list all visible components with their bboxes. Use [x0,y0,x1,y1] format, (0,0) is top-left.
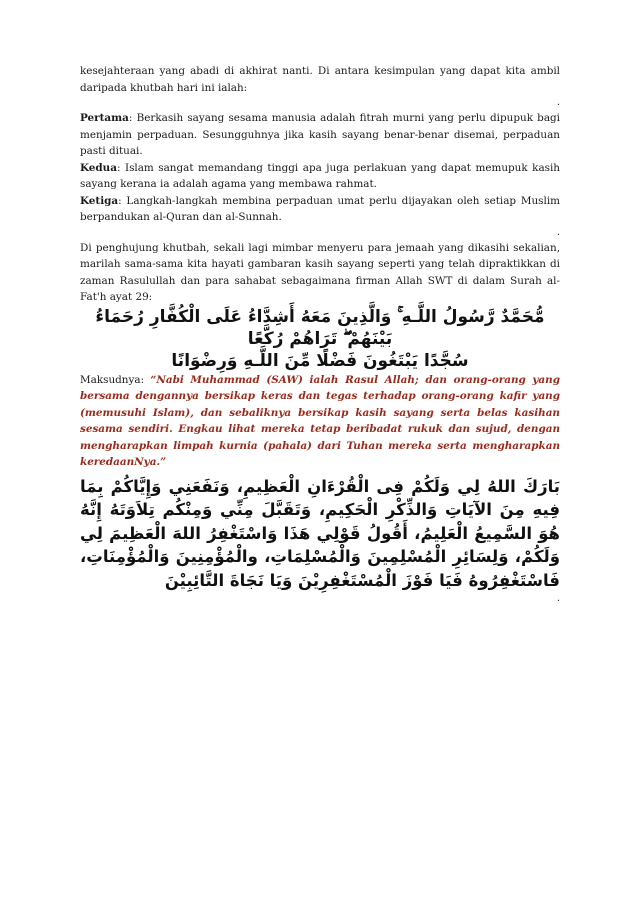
separator-dot: . [556,97,560,108]
separator-dot: . [556,593,560,604]
separator-dot: . [556,226,560,238]
point-2 [80,160,560,193]
quran-verse [80,306,560,372]
point-label: Kedua [80,161,117,174]
point-text: : Islam sangat memandang tinggi apa juga perlakuan yang dapat memupuk kasih sayang kerana ia adalah agama yang membawa rahmat. [80,161,560,190]
translation-lead: Maksudnya: [80,373,151,386]
point-3 [80,193,560,226]
translation-quote: “Nabi Muhammad (SAW) ialah Rasul Allah; dan orang-orang yang bersama dengannya bersikap keras dan tegas terhadap orang-orang kafir yang (memusuhi Islam), dan sebaliknya bersikap kasih sayang serta belas kasihan sesama sendiri. Engkau lihat mereka tetap beribadat rukuk dan sujud, dengan mengharapkan limpah kurnia (pahala) dari Tuhan mereka serta mengharapkan keredaanNya.” [80,373,560,468]
point-text: : Berkasih sayang sesama manusia adalah fitrah murni yang perlu dipupuk bagi menjamin perpaduan. Sesungguhnya jika kasih sayang benar-benar disemai, perpaduan pasti dituai. [80,112,560,157]
khutbah-content [80,63,560,606]
point-label: Pertama [80,112,129,124]
verse-line-1: مُّحَمَّدٌ رَّسُولُ اللَّـهِ ۚ وَالَّذِينَ مَعَهُ أَشِدَّاءُ عَلَى الْكُفَّارِ رُحَمَاءُ بَيْنَهُمْ ۖ تَرَاهُمْ رُكَّعًا [95,306,545,349]
point-text: : Langkah-langkah membina perpaduan umat perlu dijayakan oleh setiap Muslim berpandukan al-Quran dan al-Sunnah. [80,194,560,223]
verse-line-2: سُجَّدًا يَبْتَغُونَ فَضْلًا مِّنَ اللَّـهِ وَرِضْوَانًا [171,350,469,371]
point-label: Ketiga [80,194,119,207]
point-1 [80,110,560,160]
closing-doa: بَارَكَ اللهُ لِي وَلَكُمْ فِى الْقُرْءَانِ الْعَظِيمِ، وَنَفَعَنِي وَإِيَّاكُمْ بِمَا فِيهِ مِنَ الآيَاتِ وَالذِّكْرِ الْحَكِيمِ، وَتَقَبَّلَ مِنِّي وَمِنْكُم تِلاَوَتَهُ إِنَّهُ هُوَ السَّمِيعُ الْعَلِيمُ، أَقُولُ قَوْلِي هَذَا وَاسْتَغْفِرُ اللهَ الْعَظِيمَ لِي وَلَكُمْ، وَلِسَائِرِ الْمُسْلِمِينَ وَالْمُسْلِمَاتِ، والْمُؤْمِنِينَ وَالْمُؤْمِنَاتِ، فَاسْتَغْفِرُوهُ فَيَا فَوْزَ الْمُسْتَغْفِرِيْنَ وَيَا نَجَاةَ التَّائِبِيْنَ [80,476,560,590]
intro-paragraph: kesejahteraan yang abadi di akhirat nanti. Di antara kesimpulan yang dapat kita ambil daripada khutbah hari ini ialah: [80,65,560,94]
translation-paragraph [80,372,560,471]
closing-paragraph: Di penghujung khutbah, sekali lagi mimbar menyeru para jemaah yang dikasihi sekalian, marilah sama-sama kita hayati gambaran kasih sayang seperti yang telah dipraktikkan di zaman Rasulullah dan para sahabat sebagaimana firman Allah SWT di dalam Surah al-Fat'h ayat 29: [80,241,560,303]
